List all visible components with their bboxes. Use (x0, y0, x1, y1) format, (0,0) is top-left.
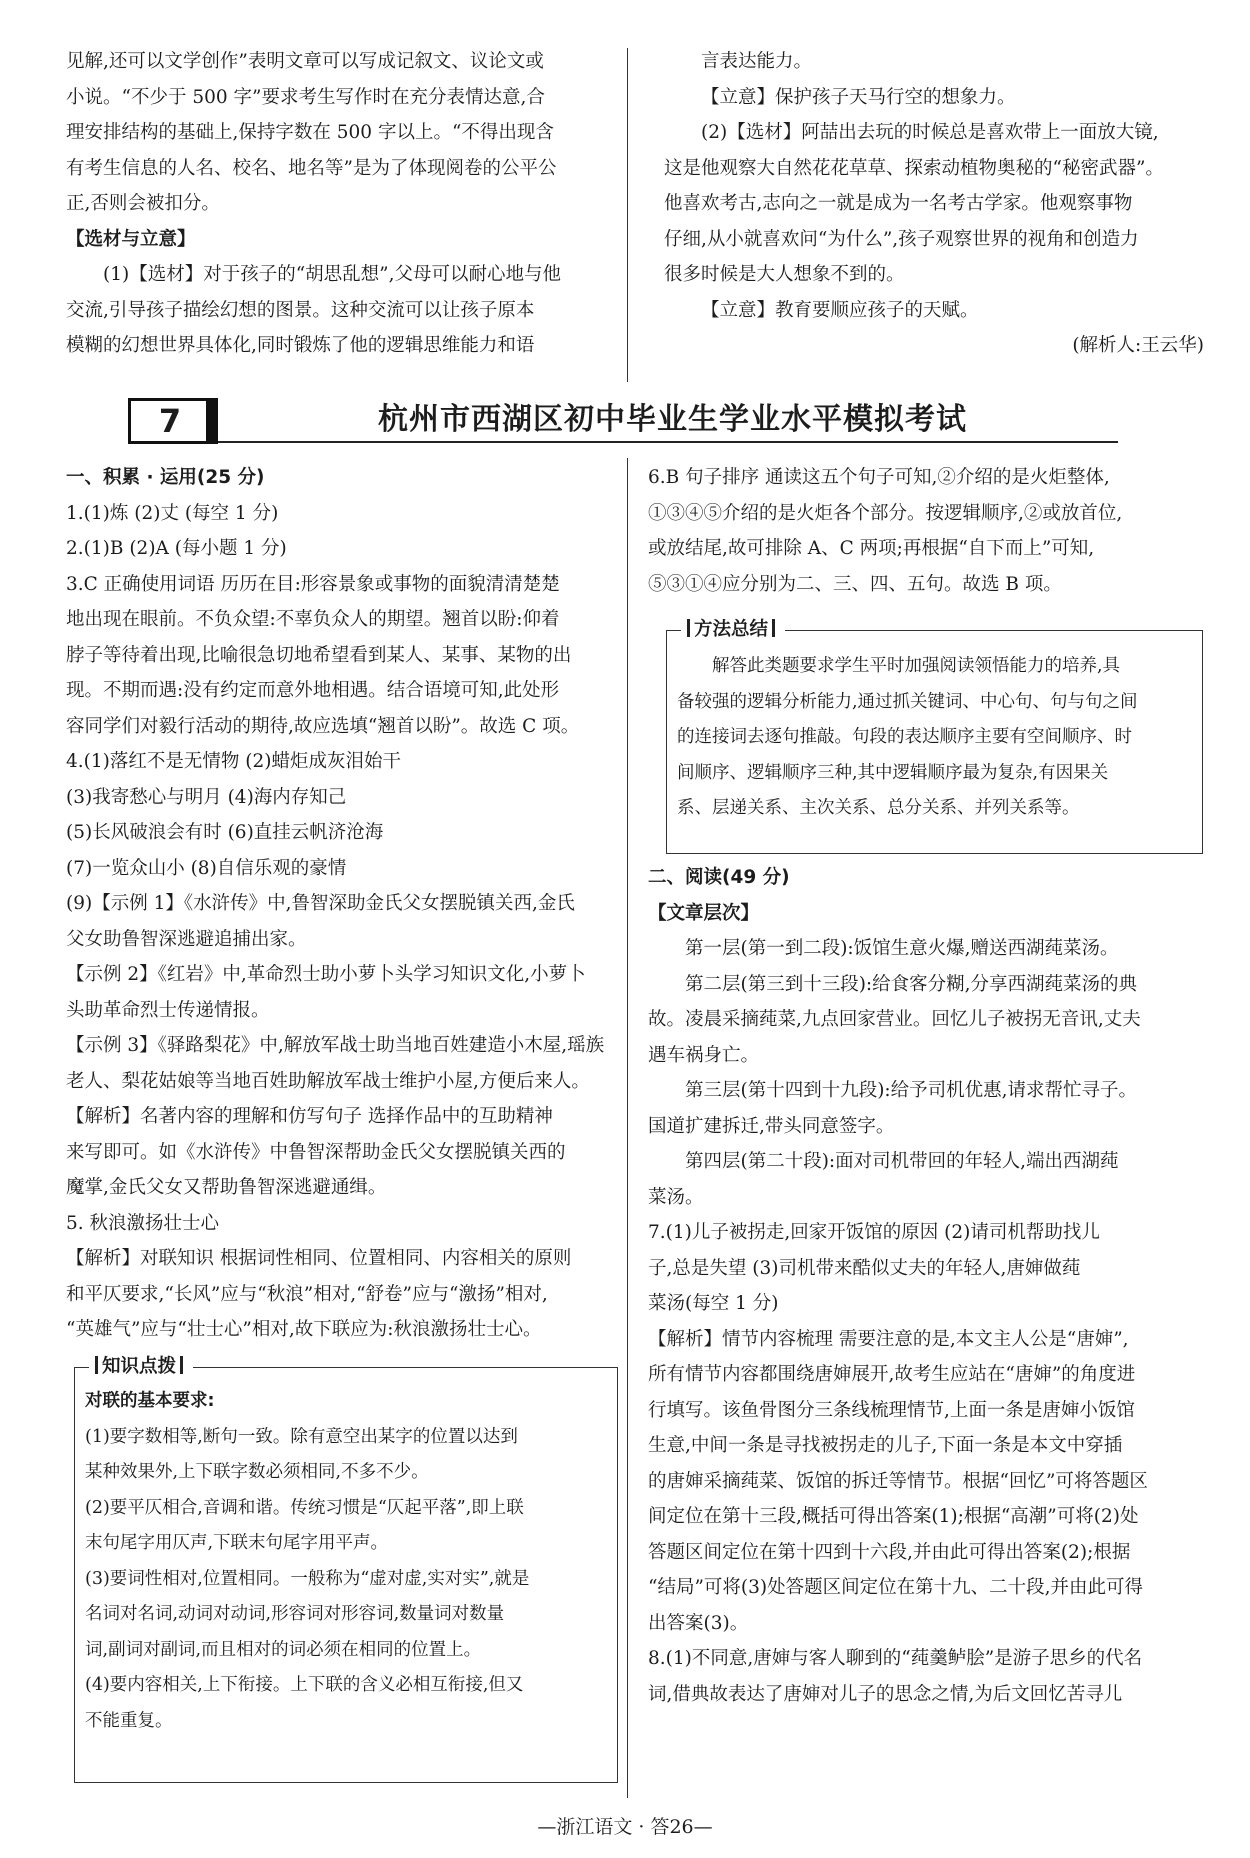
text-line: 【解析】对联知识 根据词性相同、位置相同、内容相关的原则 (66, 1248, 572, 1269)
text-line: 这是他观察大自然花花草草、探索动植物奥秘的“秘密武器”。 (664, 157, 1164, 179)
method-box-text (677, 649, 1192, 827)
text-line: 现。不期而遇:没有约定而意外地相遇。结合语境可知,此处形 (66, 680, 560, 701)
text-line: 【立意】教育要顺应孩子的天赋。 (701, 299, 979, 321)
box-line: (2)要平仄相合,音调和谐。传统习惯是“仄起平落”,即上联 (85, 1497, 524, 1518)
text-line: 【立意】保护孩子天马行空的想象力。 (701, 86, 1016, 108)
exam-title: 杭州市西湖区初中毕业生学业水平模拟考试 (378, 402, 967, 437)
left-column (66, 460, 626, 1348)
text-line: (9)【示例 1】《水浒传》中,鲁智深助金氏父女摆脱镇关西,金氏 (66, 893, 575, 914)
box-line: 某种效果外,上下联字数必须相同,不多不少。 (85, 1462, 429, 1482)
banner-underline (218, 441, 1118, 443)
top-left-column (66, 44, 626, 364)
text-line: (2)【选材】阿喆出去玩的时候总是喜欢带上一面放大镜, (701, 122, 1159, 143)
box-line: 系、层递关系、主次关系、总分关系、并列关系等。 (677, 798, 1080, 818)
section-heading: 二、阅读(49 分) (648, 867, 790, 888)
text-line: 头助革命烈士传递情报。 (66, 999, 270, 1021)
column-divider-top (627, 48, 628, 382)
text-line: 子,总是失望 (3)司机带来酷似丈夫的年轻人,唐婶做莼 (648, 1257, 1081, 1279)
box-line: 词,副词对副词,而且相对的词必须在相同的位置上。 (85, 1639, 482, 1660)
text-line: 见解,还可以文学创作”表明文章可以写成记叙文、议论文或 (66, 51, 544, 72)
text-line: 间定位在第十三段,概括可得出答案(1);根据“高潮”可将(2)处 (648, 1506, 1139, 1527)
text-line: 词,借典故表达了唐婶对儿子的思念之情,为后文回忆苦寻儿 (648, 1683, 1123, 1705)
text-line: 他喜欢考古,志向之一就是成为一名考古学家。他观察事物 (664, 193, 1133, 214)
box-line: 间顺序、逻辑顺序三种,其中逻辑顺序最为复杂,有因果关 (677, 762, 1109, 783)
text-line: 很多时候是大人想象不到的。 (664, 264, 905, 285)
answer-line: 5. 秋浪激扬壮士心 (66, 1212, 220, 1234)
text-line: 有考生信息的人名、校名、地名等”是为了体现阅卷的公平公 (66, 157, 557, 179)
box-line: 解答此类题要求学生平时加强阅读领悟能力的培养,具 (712, 656, 1121, 676)
page-footer: —浙江语文 · 答26— (537, 1816, 713, 1838)
text-line: 模糊的幻想世界具体化,同时锻炼了他的逻辑思维能力和语 (66, 335, 535, 356)
top-right-column (664, 44, 1204, 364)
box-line: 备较强的逻辑分析能力,通过抓关键词、中心句、句与句之间 (677, 691, 1138, 712)
box-line: (4)要内容相关,上下衔接。上下联的含义必相互衔接,但又 (85, 1675, 524, 1695)
text-line: 正,否则会被扣分。 (66, 193, 220, 214)
answer-line: (5)长风破浪会有时 (6)直挂云帆济沧海 (66, 822, 384, 843)
text-line: 答题区间定位在第十四到十六段,并由此可得出答案(2);根据 (648, 1541, 1131, 1563)
text-line: “英雄气”应与“壮士心”相对,故下联应为:秋浪激扬壮士心。 (66, 1319, 542, 1340)
exam-number: 7 (128, 398, 209, 444)
text-line: 菜汤(每空 1 分) (648, 1293, 779, 1314)
answer-line: 7.(1)儿子被拐走,回家开饭馆的原因 (2)请司机帮助找儿 (648, 1222, 1100, 1243)
text-line: 菜汤。 (648, 1186, 704, 1208)
text-line: 【示例 2】《红岩》中,革命烈士助小萝卜头学习知识文化,小萝卜 (66, 964, 586, 985)
text-line: 第三层(第十四到十九段):给予司机优惠,请求帮忙寻子。 (685, 1080, 1138, 1101)
method-box (666, 619, 1203, 854)
text-line: 生意,中间一条是寻找被拐走的儿子,下面一条是本文中穿插 (648, 1435, 1123, 1456)
box-line: 不能重复。 (85, 1710, 173, 1731)
text-line: 地出现在眼前。不负众望:不辜负众人的期望。翘首以盼:仰着 (66, 609, 560, 630)
knowledge-box-text (85, 1384, 609, 1739)
text-line: ①③④⑤介绍的是火炬各个部分。按逻辑顺序,②或放首位, (648, 502, 1123, 524)
text-line: 老人、梨花姑娘等当地百姓助解放军战士维护小屋,方便后来人。 (66, 1070, 590, 1092)
text-line: 来写即可。如《水浒传》中鲁智深帮助金氏父女摆脱镇关西的 (66, 1141, 566, 1163)
text-line: 和平仄要求,“长风”应与“秋浪”相对,“舒卷”应与“激扬”相对, (66, 1283, 548, 1305)
box-line: (1)要字数相等,断句一致。除有意空出某字的位置以达到 (85, 1426, 518, 1447)
text-line: 魔掌,金氏父女又帮助鲁智深逃避通缉。 (66, 1177, 387, 1198)
text-line: 脖子等待着出现,比喻很急切地希望看到某人、某事、某物的出 (66, 644, 572, 666)
text-line: 遇车祸身亡。 (648, 1044, 760, 1066)
text-line: 第二层(第三到十三段):给食客分糊,分享西湖莼菜汤的典 (685, 973, 1138, 995)
text-line: 【解析】情节内容梳理 需要注意的是,本文主人公是“唐婶”, (648, 1328, 1129, 1350)
text-line: 的唐婶采摘莼菜、饭馆的拆迁等情节。根据“回忆”可将答题区 (648, 1470, 1148, 1492)
exam-banner (128, 398, 1128, 444)
right-column-a (648, 460, 1208, 602)
answer-line: 2.(1)B (2)A (每小题 1 分) (66, 538, 287, 559)
box-line: 对联的基本要求: (85, 1391, 215, 1411)
answer-line: 4.(1)落红不是无情物 (2)蜡炬成灰泪始干 (66, 751, 401, 772)
text-line: 小说。“不少于 500 字”要求考生写作时在充分表情达意,合 (66, 86, 545, 108)
text-line: ⑤③①④应分别为二、三、四、五句。故选 B 项。 (648, 573, 1062, 595)
author-note: (解析人:王云华) (1072, 335, 1204, 356)
method-box-label: 方法总结 (681, 617, 785, 643)
knowledge-box (74, 1356, 618, 1783)
section-heading: 【选材与立意】 (66, 228, 196, 250)
text-line: 父女助鲁智深逃避追捕出家。 (66, 928, 307, 950)
answer-line: 1.(1)炼 (2)丈 (每空 1 分) (66, 502, 279, 524)
answer-line: 3.C 正确使用词语 历历在目:形容景象或事物的面貌清清楚楚 (66, 573, 560, 595)
text-line: 出答案(3)。 (648, 1612, 749, 1634)
text-line: 所有情节内容都围绕唐婶展开,故考生应站在“唐婶”的角度进 (648, 1364, 1136, 1385)
text-line: 交流,引导孩子描绘幻想的图景。这种交流可以让孩子原本 (66, 299, 535, 321)
text-line: 故。凌晨采摘莼菜,九点回家营业。回忆儿子被拐无音讯,丈夫 (648, 1009, 1141, 1030)
text-line: 【示例 3】《驿路梨花》中,解放军战士助当地百姓建造小木屋,瑶族 (66, 1035, 605, 1056)
text-line: 容同学们对毅行活动的期待,故应选填“翘首以盼”。故选 C 项。 (66, 715, 580, 737)
text-line: 或放结尾,故可排除 A、C 两项;再根据“自下而上”可知, (648, 538, 1095, 559)
box-line: 末句尾字用仄声,下联末句尾字用平声。 (85, 1533, 389, 1553)
text-line: (1)【选材】对于孩子的“胡思乱想”,父母可以耐心地与他 (103, 264, 562, 285)
answer-line: 8.(1)不同意,唐婶与客人聊到的“莼羹鲈脍”是游子思乡的代名 (648, 1648, 1143, 1669)
text-line: 仔细,从小就喜欢问“为什么”,孩子观察世界的视角和创造力 (664, 228, 1139, 250)
answer-line: 6.B 句子排序 通读这五个句子可知,②介绍的是火炬整体, (648, 467, 1110, 488)
text-line: 理安排结构的基础上,保持字数在 500 字以上。“不得出现含 (66, 122, 554, 143)
section-heading: 【文章层次】 (648, 902, 760, 924)
banner-bar (206, 398, 218, 444)
box-line: (3)要词性相对,位置相同。一般称为“虚对虚,实对实”,就是 (85, 1568, 530, 1589)
text-line: 第四层(第二十段):面对司机带回的年轻人,端出西湖莼 (685, 1151, 1119, 1172)
text-line: 言表达能力。 (701, 51, 813, 72)
box-line: 的连接词去逐句推敲。句段的表达顺序主要有空间顺序、时 (677, 727, 1132, 747)
section-heading: 一、积累 · 运用(25 分) (66, 467, 265, 488)
text-line: 国道扩建拆迁,带头同意签字。 (648, 1115, 895, 1137)
text-line: 行填写。该鱼骨图分三条线梳理情节,上面一条是唐婶小饭馆 (648, 1399, 1135, 1421)
text-line: 第一层(第一到二段):饭馆生意火爆,赠送西湖莼菜汤。 (685, 938, 1119, 959)
text-line: 【解析】名著内容的理解和仿写句子 选择作品中的互助精神 (66, 1106, 553, 1127)
answer-line: (3)我寄愁心与明月 (4)海内存知己 (66, 786, 347, 808)
text-line: “结局”可将(3)处答题区间定位在第十九、二十段,并由此可得 (648, 1577, 1144, 1598)
answer-line: (7)一览众山小 (8)自信乐观的豪情 (66, 857, 347, 879)
box-line: 名词对名词,动词对动词,形容词对形容词,数量词对数量 (85, 1604, 505, 1624)
column-divider-main (627, 458, 628, 1798)
right-column-b (648, 860, 1208, 1712)
knowledge-box-label: 知识点拨 (89, 1354, 193, 1380)
